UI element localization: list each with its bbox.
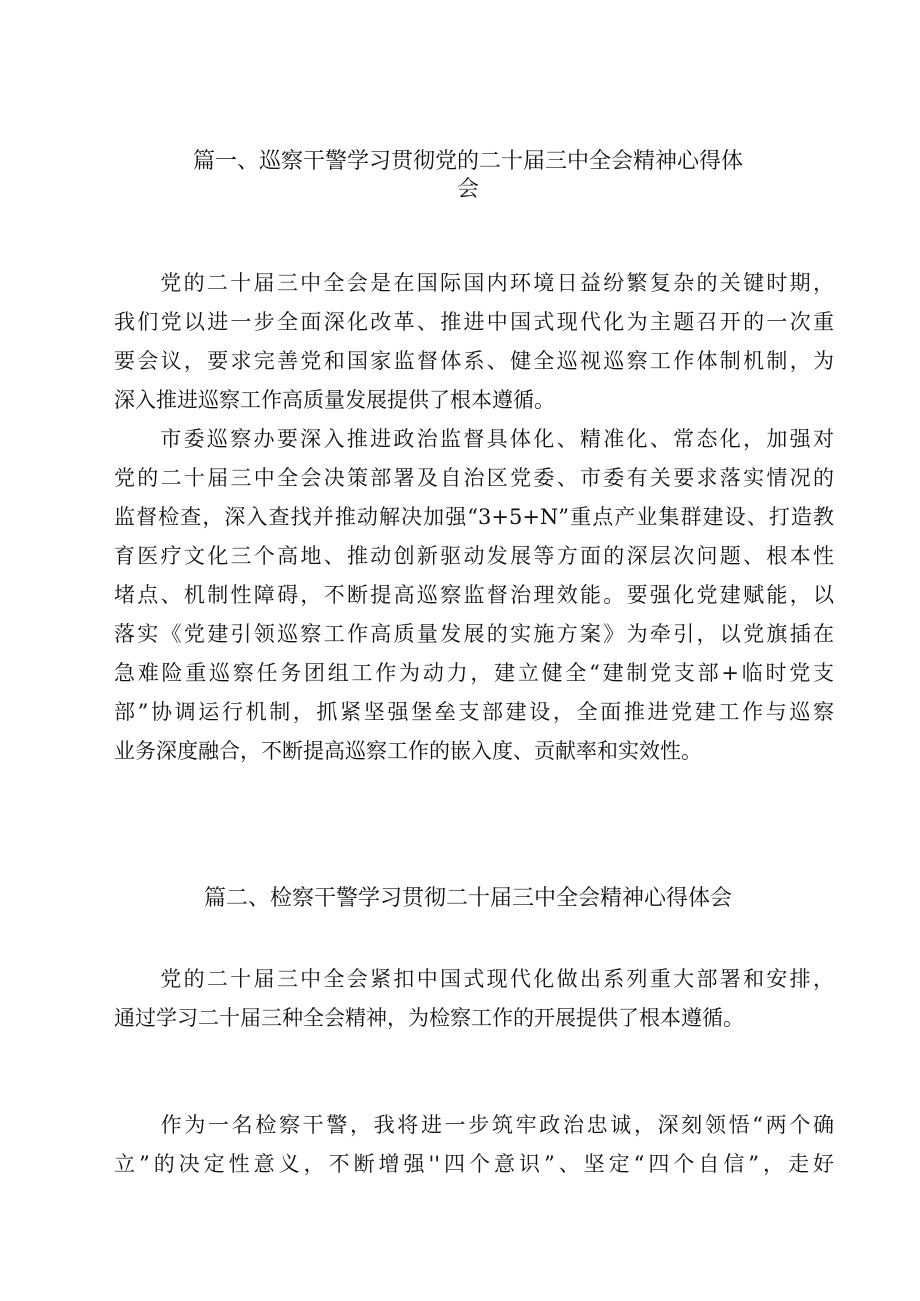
text-line: 我们党以进一步全面深化改革、推进中国式现代化为主题召开的一次重 bbox=[114, 310, 834, 334]
section1-title-line2: 会 bbox=[456, 177, 479, 202]
text-line: 通过学习二十届三种全会精神，为检察工作的开展提供了根本遵循。 bbox=[114, 1006, 744, 1030]
text-line: 部”协调运行机制，抓紧坚强堡垒支部建设，全面推进党建工作与巡察 bbox=[114, 700, 834, 724]
section2-paragraph-1 bbox=[114, 960, 834, 1038]
text-line: 要会议，要求完善党和国家监督体系、健全巡视巡察工作体制机制，为 bbox=[114, 349, 834, 373]
section1-paragraph-2 bbox=[114, 420, 834, 771]
text-line: 党的二十届三中全会是在国际国内环境日益纷繁复杂的关键时期， bbox=[158, 271, 834, 295]
text-line: 立”的决定性意义，不断增强''四个意识”、坚定“四个自信”，走好 bbox=[114, 1152, 834, 1176]
text-line: 市委巡察办要深入推进政治监督具体化、精准化、常态化，加强对 bbox=[158, 427, 834, 451]
text-line: 深入推进巡察工作高质量发展提供了根本遵循。 bbox=[114, 388, 555, 412]
text-line: 作为一名检察干警，我将进一步筑牢政治忠诚，深刻领悟“两个确 bbox=[158, 1113, 834, 1137]
text-line: 急难险重巡察任务团组工作为动力，建立健全“建制党支部+临时党支 bbox=[114, 661, 834, 685]
text-line: 育医疗文化三个高地、推动创新驱动发展等方面的深层次问题、根本性 bbox=[114, 544, 834, 568]
section1-paragraph-1 bbox=[114, 264, 834, 420]
text-line: 党的二十届三中全会决策部署及自治区党委、市委有关要求落实情况的 bbox=[114, 466, 834, 490]
text-line: 监督检查，深入查找并推动解决加强“3+5+N”重点产业集群建设、打造教 bbox=[114, 505, 834, 529]
section1-title bbox=[118, 148, 818, 204]
text-line: 党的二十届三中全会紧扣中国式现代化做出系列重大部署和安排， bbox=[158, 967, 834, 991]
text-line: 落实《党建引领巡察工作高质量发展的实施方案》为牵引，以党旗插在 bbox=[114, 622, 834, 646]
section2-paragraph-2 bbox=[114, 1106, 834, 1184]
section1-title-line1: 篇一、巡察干警学习贯彻党的二十届三中全会精神心得体 bbox=[192, 149, 743, 174]
section2-title: 篇二、检察干警学习贯彻二十届三中全会精神心得体会 bbox=[203, 886, 732, 911]
text-line: 堵点、机制性障碍，不断提高巡察监督治理效能。要强化党建赋能，以 bbox=[114, 583, 834, 607]
text-line: 业务深度融合，不断提高巡察工作的嵌入度、贡献率和实效性。 bbox=[114, 739, 702, 763]
